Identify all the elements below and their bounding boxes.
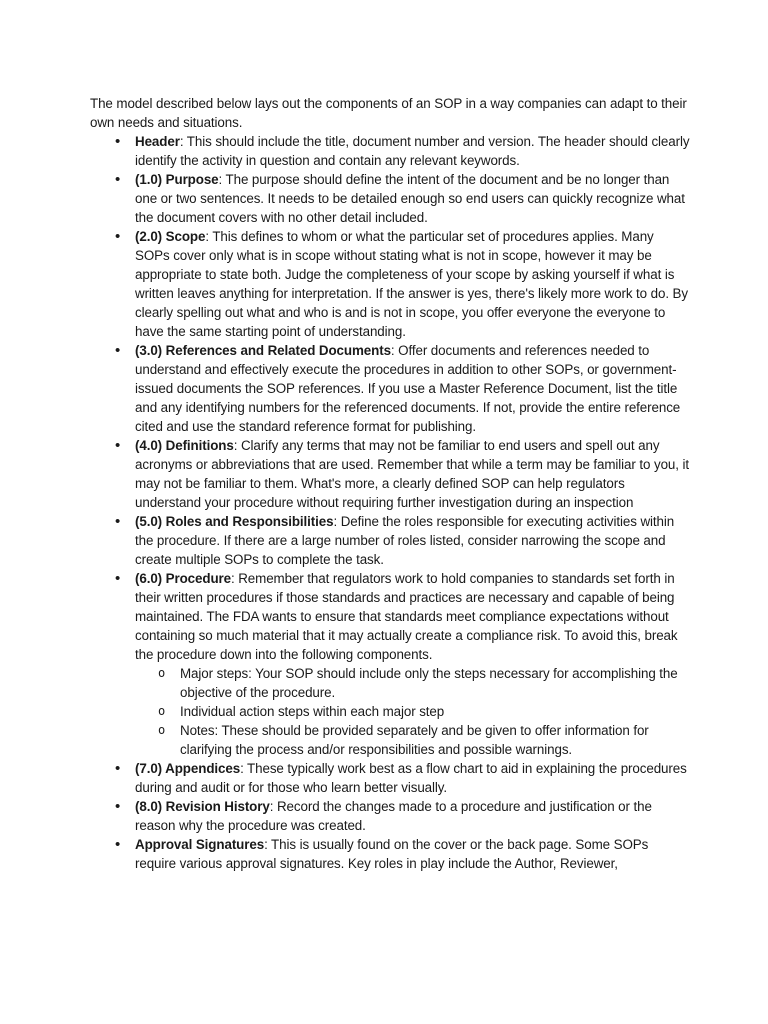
desc-roles: : Define the roles responsible for executing activities within the procedure. If there are a large number of roles listed, consider narrowing the scope and create multiple SOPs to complete the task. [135,514,675,567]
list-item-appendices [135,759,690,797]
term-procedure: (6.0) Procedure [135,571,231,586]
procedure-sublist [135,664,690,759]
desc-approval-signatures: : This is usually found on the cover or the back page. Some SOPs require various approval signatures. Key roles in play include the Author, Reviewer, [135,837,649,871]
desc-header: : This should include the title, document number and version. The header should clearly identify the activity in question and contain any relevant keywords. [135,134,690,168]
term-roles: (5.0) Roles and Responsibilities [135,514,334,529]
list-item-revision-history [135,797,690,835]
list-item-header [135,132,690,170]
term-purpose: (1.0) Purpose [135,172,219,187]
list-item-definitions [135,436,690,512]
term-references: (3.0) References and Related Documents [135,343,391,358]
list-item-references [135,341,690,436]
desc-procedure: : Remember that regulators work to hold companies to standards set forth in their written procedures if those standards and practices are necessary and capable of being maintained. The FDA wants to ensure that standards meet compliance expectations without containing so much material that it may actually create a compliance risk. To avoid this, break the procedure down into the following components. [135,571,678,662]
term-header: Header [135,134,180,149]
list-item-procedure [135,569,690,759]
list-item-roles [135,512,690,569]
desc-purpose: : The purpose should define the intent of the document and be no longer than one or two sentences. It needs to be detailed enough so end users can quickly recognize what the document covers with no other detail included. [135,172,685,225]
list-item-purpose [135,170,690,227]
desc-appendices: : These typically work best as a flow chart to aid in explaining the procedures during and audit or for those who learn better visually. [135,761,687,795]
list-item-approval-signatures [135,835,690,873]
desc-references: : Offer documents and references needed to understand and effectively execute the procedures in addition to other SOPs, or government-issued documents the SOP references. If you use a Master Reference Document, list the title and any identifying numbers for the referenced documents. If not, provide the entire reference cited and use the standard reference format for publishing. [135,343,681,434]
sub-item-major-steps: o Major steps: Your SOP should include only the steps necessary for accomplishing the objective of the procedure. [180,664,690,702]
term-revision-history: (8.0) Revision History [135,799,270,814]
term-approval-signatures: Approval Signatures [135,837,265,852]
sub-item-action-steps: o Individual action steps within each major step [180,702,690,721]
intro-paragraph: The model described below lays out the components of an SOP in a way companies can adapt to their own needs and situations. [90,96,687,130]
list-item-scope [135,227,690,341]
term-appendices: (7.0) Appendices [135,761,241,776]
document-body [90,94,690,873]
desc-revision-history: : Record the changes made to a procedure and justification or the reason why the procedure was created. [135,799,652,833]
desc-scope: : This defines to whom or what the particular set of procedures applies. Many SOPs cover only what is in scope without stating what is not in scope, however it may be appropriate to state both. Judge the completeness of your scope by asking yourself if what is written leaves anything for interpretation. If the answer is yes, there's likely more work to do. By clearly spelling out what and who is and is not in scope, you offer everyone the everyone to have the same starting point of understanding. [135,229,688,339]
desc-definitions: : Clarify any terms that may not be familiar to end users and spell out any acronyms or abbreviations that are used. Remember that while a term may be familiar to you, it may not be familiar to them. What's more, a clearly defined SOP can help regulators understand your procedure without requiring further investigation during an inspection [135,438,689,510]
term-definitions: (4.0) Definitions [135,438,234,453]
sop-components-list [90,132,690,873]
term-scope: (2.0) Scope [135,229,206,244]
sub-item-notes: o Notes: These should be provided separately and be given to offer information for clarifying the process and/or responsibilities and possible warnings. [180,721,690,759]
